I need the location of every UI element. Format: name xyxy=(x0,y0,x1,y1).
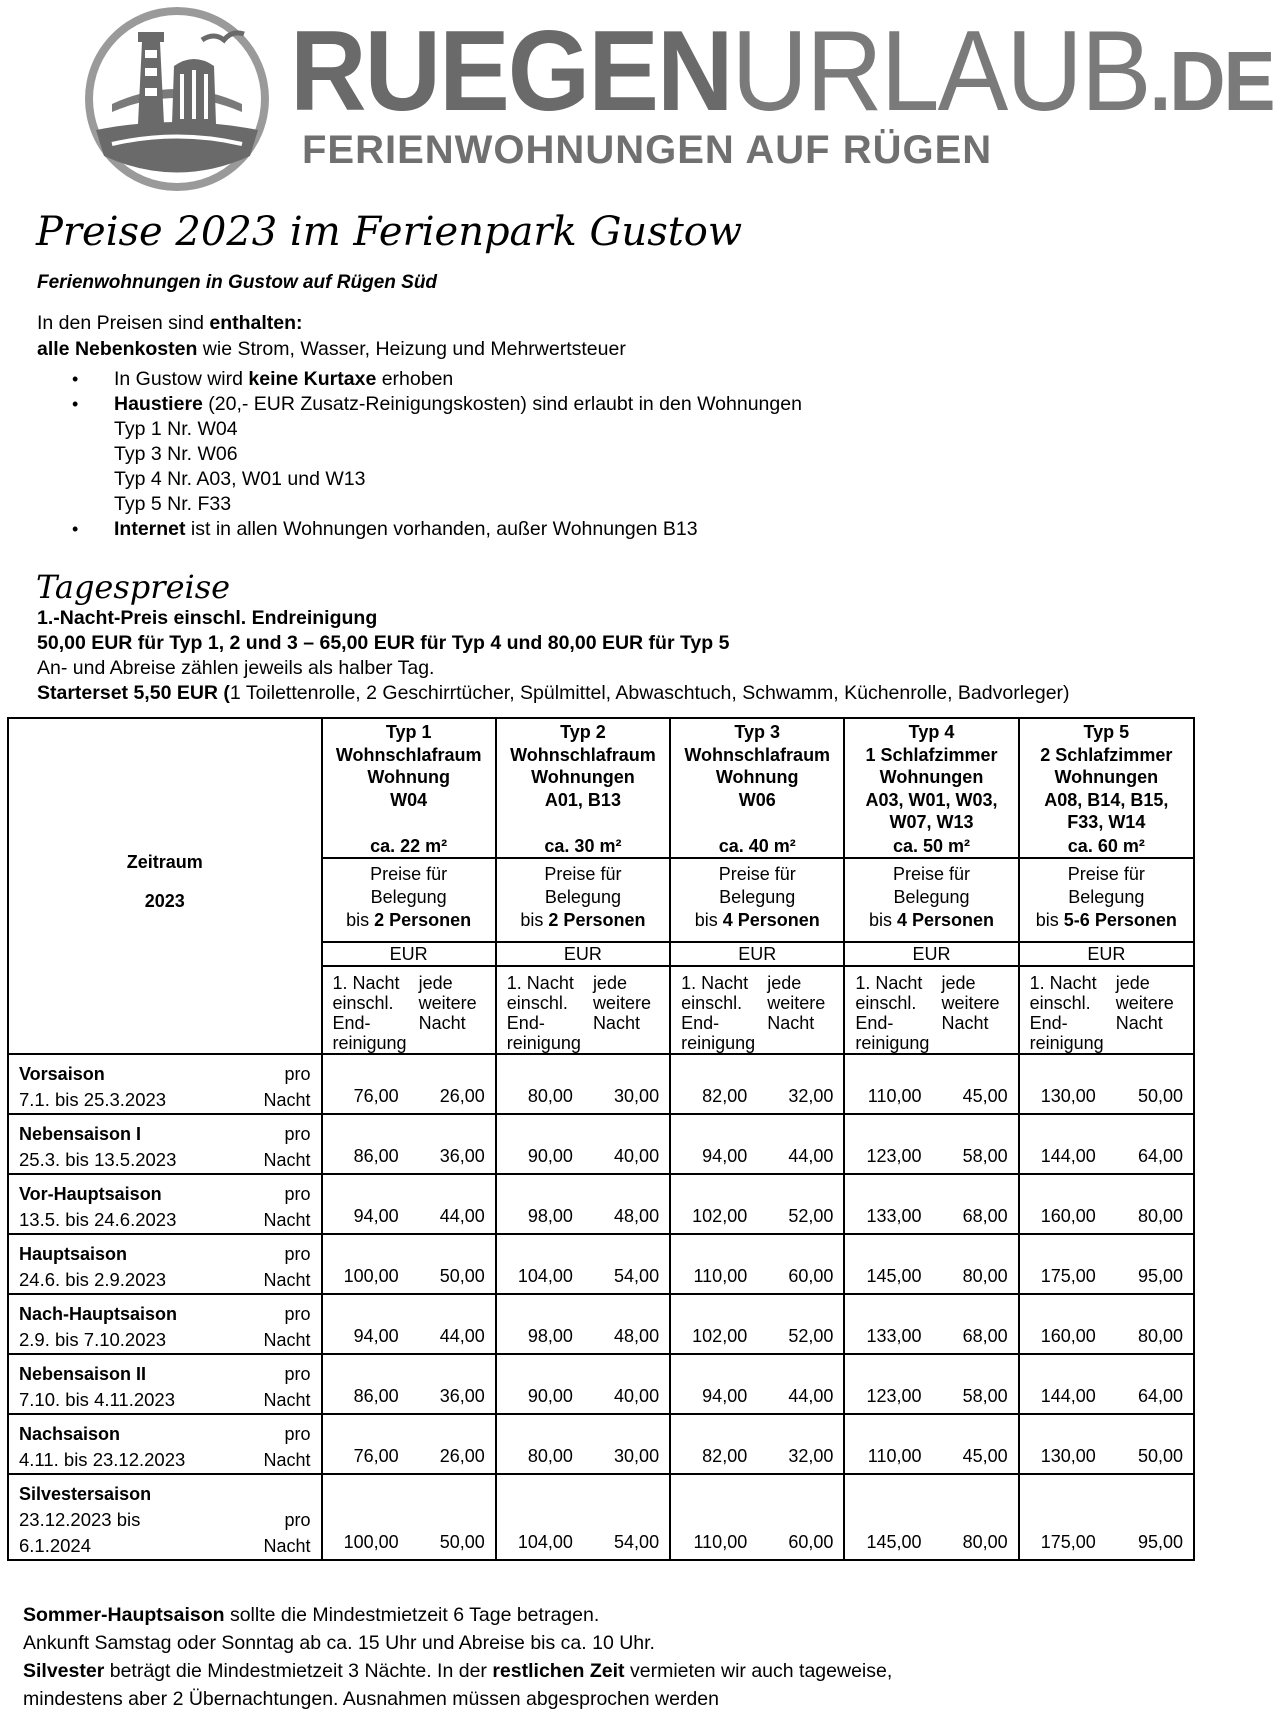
per-night-unit xyxy=(230,1174,321,1234)
type-header-line: Typ 2 xyxy=(560,722,606,742)
first-night-line: reinigung xyxy=(855,1033,930,1053)
first-night-price: 94,00 xyxy=(322,1294,409,1354)
per-night-price: 40,00 xyxy=(583,1354,670,1414)
first-night-price: 102,00 xyxy=(670,1294,757,1354)
type-header-line: F33, W14 xyxy=(1067,812,1146,832)
per-night-price: 54,00 xyxy=(583,1234,670,1294)
logo-wordmark: RUEGENURLAUB.DE xyxy=(290,7,1274,135)
occupancy-label: Preise für xyxy=(1067,864,1145,884)
first-night-price: 133,00 xyxy=(844,1294,931,1354)
logo-tagline: FERIENWOHNUNGEN AUF RÜGEN xyxy=(302,128,993,172)
included-costs: alle Nebenkosten wie Strom, Wasser, Heizung und Mehrwertsteuer xyxy=(37,338,626,360)
apartment-size: ca. 30 m² xyxy=(544,835,622,856)
per-night-price: 45,00 xyxy=(932,1414,1019,1474)
per-night-price: 50,00 xyxy=(409,1234,496,1294)
season-cell xyxy=(8,1174,230,1234)
first-night-line: End- xyxy=(332,1013,371,1033)
occupancy-label: Preise für xyxy=(370,864,448,884)
first-night-price: 110,00 xyxy=(844,1414,931,1474)
first-night-line: reinigung xyxy=(681,1033,756,1053)
per-night-line: jede xyxy=(592,973,627,993)
first-night-line: einschl. xyxy=(855,993,917,1013)
season-row xyxy=(8,1294,1194,1354)
first-night-price: 130,00 xyxy=(1019,1054,1106,1114)
first-night-price: 104,00 xyxy=(496,1234,583,1294)
per-night-price: 48,00 xyxy=(583,1174,670,1234)
first-night-header xyxy=(1019,966,1106,1054)
per-night-price: 36,00 xyxy=(409,1114,496,1174)
pet-type-line: Typ 3 Nr. W06 xyxy=(114,443,238,465)
first-night-price: 82,00 xyxy=(670,1414,757,1474)
first-night-price: 145,00 xyxy=(844,1474,931,1560)
type-header-line: Wohnungen xyxy=(531,767,635,787)
first-night-price: 102,00 xyxy=(670,1174,757,1234)
season-dates: 23.12.2023 bis xyxy=(19,1509,141,1530)
per-night-price: 45,00 xyxy=(932,1054,1019,1114)
first-night-header xyxy=(670,966,757,1054)
per-night-price: 50,00 xyxy=(409,1474,496,1560)
type-header-line: W04 xyxy=(390,789,428,810)
occupancy-persons xyxy=(497,909,669,932)
per-night-price: 58,00 xyxy=(932,1354,1019,1414)
season-cell xyxy=(8,1054,230,1114)
occupancy-bis: bis xyxy=(694,910,723,930)
footer-line: Ankunft Samstag oder Sonntag ab ca. 15 Uhr und Abreise bis ca. 10 Uhr. xyxy=(23,1632,655,1654)
occupancy-label: Preise für xyxy=(718,864,796,884)
per-night-line: weitere xyxy=(418,993,477,1013)
season-cell xyxy=(8,1474,230,1560)
occupancy-bis: bis xyxy=(520,910,549,930)
type-header-line: Wohnschlafraum xyxy=(684,744,831,765)
first-night-line: 1. Nacht xyxy=(1029,973,1097,993)
first-night-price: 80,00 xyxy=(496,1054,583,1114)
occupancy-persons xyxy=(845,909,1017,932)
first-night-line: 1. Nacht xyxy=(681,973,749,993)
first-night-line: einschl. xyxy=(1029,993,1091,1013)
per-night-price: 44,00 xyxy=(757,1114,844,1174)
first-night-line: End- xyxy=(1029,1013,1068,1033)
per-night-price: 68,00 xyxy=(932,1294,1019,1354)
per-night-line: jede xyxy=(941,973,976,993)
occupancy-count: 5-6 Personen xyxy=(1063,910,1177,930)
type-header-line: Typ 1 xyxy=(385,722,432,742)
occupancy-persons xyxy=(671,909,843,932)
first-night-price: 110,00 xyxy=(844,1054,931,1114)
occupancy-label: Belegung xyxy=(1068,887,1145,907)
season-dates: 25.3. bis 13.5.2023 xyxy=(19,1149,177,1170)
season-name: Nach-Hauptsaison xyxy=(19,1304,178,1324)
header-row-types xyxy=(8,718,1194,858)
per-night-price: 80,00 xyxy=(1106,1294,1194,1354)
occupancy-label: Belegung xyxy=(719,887,796,907)
first-night-line: reinigung xyxy=(332,1033,407,1053)
occupancy-label: Preise für xyxy=(892,864,971,884)
type-header-line: Wohnschlafraum xyxy=(335,744,482,765)
tagespreise-heading: Tagespreise xyxy=(36,568,231,606)
list-item: • Internet ist in allen Wohnungen vorhanden, außer Wohnungen B13 xyxy=(72,517,802,542)
per-night-line: jede xyxy=(767,973,802,993)
pro-label: pro xyxy=(284,1244,311,1264)
first-night-price: 98,00 xyxy=(496,1174,583,1234)
pro-label: pro xyxy=(284,1364,311,1384)
occupancy-count: 4 Personen xyxy=(896,910,995,930)
per-night-price: 44,00 xyxy=(757,1354,844,1414)
per-night-header xyxy=(932,966,1019,1054)
apartment-size: ca. 22 m² xyxy=(370,835,448,856)
occupancy-count: 2 Personen xyxy=(374,910,472,930)
season-dates: 7.1. bis 25.3.2023 xyxy=(19,1089,167,1110)
season-dates: 4.11. bis 23.12.2023 xyxy=(19,1449,186,1470)
first-night-price: 80,00 xyxy=(496,1414,583,1474)
per-night-price: 68,00 xyxy=(932,1174,1019,1234)
list-item: • Haustiere (20,- EUR Zusatz-Reinigungskosten) sind erlaubt in den Wohnungen xyxy=(72,392,802,417)
type-header-3 xyxy=(670,718,844,858)
first-night-line: End- xyxy=(681,1013,720,1033)
type-header-line: Typ 5 xyxy=(1083,722,1130,742)
first-night-price: 100,00 xyxy=(322,1474,409,1560)
occupancy-label: Belegung xyxy=(544,887,621,907)
currency-label: EUR xyxy=(496,942,670,966)
season-name: Vorsaison xyxy=(19,1064,105,1084)
per-night-price: 80,00 xyxy=(932,1474,1019,1560)
first-night-price: 90,00 xyxy=(496,1114,583,1174)
per-night-line: Nacht xyxy=(941,1013,989,1033)
occupancy-count: 2 Personen xyxy=(548,910,646,930)
per-night-line: Nacht xyxy=(418,1013,466,1033)
per-night-price: 32,00 xyxy=(757,1414,844,1474)
season-name: Nebensaison I xyxy=(19,1124,142,1144)
per-night-unit xyxy=(230,1114,321,1174)
season-dates: 24.6. bis 2.9.2023 xyxy=(19,1269,167,1290)
per-night-price: 44,00 xyxy=(409,1174,496,1234)
zeitraum-label: Zeitraum xyxy=(126,852,203,872)
season-name: Hauptsaison xyxy=(19,1244,128,1264)
nacht-label: Nacht xyxy=(263,1090,311,1110)
per-night-unit xyxy=(230,1354,321,1414)
first-night-price: 160,00 xyxy=(1019,1294,1106,1354)
first-night-header xyxy=(322,966,409,1054)
nacht-label: Nacht xyxy=(263,1270,311,1290)
ruegenurlaub-logo xyxy=(52,0,1274,200)
nacht-label: Nacht xyxy=(263,1150,311,1170)
season-dates: 13.5. bis 24.6.2023 xyxy=(19,1209,177,1230)
per-night-price: 95,00 xyxy=(1106,1234,1194,1294)
first-night-line: einschl. xyxy=(506,993,568,1013)
per-night-price: 52,00 xyxy=(757,1294,844,1354)
starterset-line: Starterset 5,50 EUR (1 Toilettenrolle, 2 Geschirrtücher, Spülmittel, Abwaschtuch, Schwamm, Küchenrolle, Badvorleger) xyxy=(37,682,1070,704)
first-night-line: einschl. xyxy=(332,993,394,1013)
per-night-price: 54,00 xyxy=(583,1474,670,1560)
per-night-header xyxy=(757,966,844,1054)
first-night-line: End- xyxy=(855,1013,894,1033)
occupancy-persons xyxy=(1020,909,1193,932)
first-night-price: 86,00 xyxy=(322,1114,409,1174)
first-night-price: 94,00 xyxy=(670,1354,757,1414)
currency-label: EUR xyxy=(1019,942,1194,966)
pro-label: pro xyxy=(284,1064,311,1084)
footer-line: mindestens aber 2 Übernachtungen. Ausnahmen müssen abgesprochen werden xyxy=(23,1688,719,1710)
occupancy-count: 4 Personen xyxy=(722,910,820,930)
per-night-line: jede xyxy=(1115,973,1150,993)
apartment-size: ca. 40 m² xyxy=(718,835,796,856)
first-night-price: 94,00 xyxy=(670,1114,757,1174)
per-night-unit xyxy=(230,1294,321,1354)
first-night-price: 144,00 xyxy=(1019,1354,1106,1414)
first-night-price: 90,00 xyxy=(496,1354,583,1414)
type-header-line: A01, B13 xyxy=(544,789,621,810)
season-cell xyxy=(8,1294,230,1354)
per-night-header xyxy=(583,966,670,1054)
per-night-unit xyxy=(230,1054,321,1114)
included-list xyxy=(72,367,802,542)
type-header-line: A03, W01, W03, xyxy=(865,789,998,810)
first-night-line: reinigung xyxy=(506,1033,581,1053)
per-night-price: 60,00 xyxy=(757,1474,844,1560)
per-night-price: 64,00 xyxy=(1106,1354,1194,1414)
type-header-line: 1 Schlafzimmer xyxy=(865,744,998,765)
type-header-line: Wohnungen xyxy=(879,767,984,787)
type-header-line: Wohnung xyxy=(715,767,799,787)
per-night-line: jede xyxy=(418,973,453,993)
first-night-price: 86,00 xyxy=(322,1354,409,1414)
nacht-label: Nacht xyxy=(263,1536,311,1556)
first-night-price: 98,00 xyxy=(496,1294,583,1354)
season-dates: 6.1.2024 xyxy=(19,1535,92,1556)
per-night-price: 30,00 xyxy=(583,1054,670,1114)
first-night-price: 100,00 xyxy=(322,1234,409,1294)
season-dates: 7.10. bis 4.11.2023 xyxy=(19,1389,176,1410)
nacht-label: Nacht xyxy=(263,1450,311,1470)
first-night-header xyxy=(496,966,583,1054)
pet-type-line: Typ 1 Nr. W04 xyxy=(114,418,238,440)
season-row xyxy=(8,1234,1194,1294)
per-night-price: 48,00 xyxy=(583,1294,670,1354)
season-name: Vor-Hauptsaison xyxy=(19,1184,162,1204)
per-night-price: 26,00 xyxy=(409,1414,496,1474)
season-row xyxy=(8,1354,1194,1414)
per-night-line: Nacht xyxy=(1115,1013,1163,1033)
season-name: Nachsaison xyxy=(19,1424,121,1444)
included-intro: In den Preisen sind enthalten: xyxy=(37,312,303,334)
season-cell xyxy=(8,1234,230,1294)
first-night-price: 123,00 xyxy=(844,1354,931,1414)
first-night-price: 76,00 xyxy=(322,1054,409,1114)
currency-label: EUR xyxy=(322,942,496,966)
occupancy-header xyxy=(670,858,844,942)
per-night-line: weitere xyxy=(941,993,1000,1013)
currency-label: EUR xyxy=(844,942,1018,966)
per-night-price: 58,00 xyxy=(932,1114,1019,1174)
first-night-line: reinigung xyxy=(1029,1033,1104,1053)
first-night-price: 175,00 xyxy=(1019,1474,1106,1560)
season-row xyxy=(8,1414,1194,1474)
first-night-line: einschl. xyxy=(681,993,743,1013)
first-night-price: 104,00 xyxy=(496,1474,583,1560)
per-night-price: 50,00 xyxy=(1106,1414,1194,1474)
page-subtitle: Ferienwohnungen in Gustow auf Rügen Süd xyxy=(37,272,438,293)
pro-label: pro xyxy=(284,1424,311,1444)
per-night-unit xyxy=(230,1474,321,1560)
season-cell xyxy=(8,1414,230,1474)
type-header-line: A08, B14, B15, xyxy=(1044,789,1169,810)
occupancy-header xyxy=(496,858,670,942)
price-table xyxy=(7,717,1195,1561)
type-header-4 xyxy=(844,718,1018,858)
occupancy-label: Belegung xyxy=(893,887,970,907)
per-night-header xyxy=(409,966,496,1054)
first-night-price: 76,00 xyxy=(322,1414,409,1474)
first-night-price: 175,00 xyxy=(1019,1234,1106,1294)
per-night-price: 40,00 xyxy=(583,1114,670,1174)
first-night-price: 145,00 xyxy=(844,1234,931,1294)
per-night-price: 52,00 xyxy=(757,1174,844,1234)
season-row xyxy=(8,1114,1194,1174)
per-night-price: 64,00 xyxy=(1106,1114,1194,1174)
first-night-price: 130,00 xyxy=(1019,1414,1106,1474)
occupancy-persons xyxy=(323,909,495,932)
list-item: • In Gustow wird keine Kurtaxe erhoben xyxy=(72,367,802,392)
apartment-size: ca. 50 m² xyxy=(892,835,971,856)
occupancy-bis: bis xyxy=(346,910,375,930)
nacht-label: Nacht xyxy=(263,1390,311,1410)
first-night-price: 133,00 xyxy=(844,1174,931,1234)
per-night-price: 50,00 xyxy=(1106,1054,1194,1114)
first-night-price: 110,00 xyxy=(670,1474,757,1560)
type-header-2 xyxy=(496,718,670,858)
per-night-line: weitere xyxy=(1115,993,1174,1013)
first-night-price: 110,00 xyxy=(670,1234,757,1294)
season-name: Silvestersaison xyxy=(19,1484,152,1504)
zeitraum-year: 2023 xyxy=(144,891,185,911)
tagespreise-line: 1.-Nacht-Preis einschl. Endreinigung xyxy=(37,607,378,629)
season-row xyxy=(8,1474,1194,1560)
footer-line: Silvester beträgt die Mindestmietzeit 3 Nächte. In der restlichen Zeit vermieten wir auch tageweise, xyxy=(23,1660,893,1682)
occupancy-bis: bis xyxy=(868,910,897,930)
first-night-price: 160,00 xyxy=(1019,1174,1106,1234)
first-night-price: 82,00 xyxy=(670,1054,757,1114)
occupancy-bis: bis xyxy=(1035,910,1064,930)
first-night-price: 123,00 xyxy=(844,1114,931,1174)
per-night-unit xyxy=(230,1414,321,1474)
per-night-line: weitere xyxy=(767,993,826,1013)
pro-label: pro xyxy=(284,1510,311,1530)
season-dates: 2.9. bis 7.10.2023 xyxy=(19,1329,167,1350)
per-night-price: 44,00 xyxy=(409,1294,496,1354)
type-header-line: Typ 4 xyxy=(908,722,955,742)
first-night-line: 1. Nacht xyxy=(855,973,923,993)
type-header-5 xyxy=(1019,718,1194,858)
season-row xyxy=(8,1174,1194,1234)
nacht-label: Nacht xyxy=(263,1210,311,1230)
tagespreise-line: 50,00 EUR für Typ 1, 2 und 3 – 65,00 EUR für Typ 4 und 80,00 EUR für Typ 5 xyxy=(37,632,730,654)
occupancy-label: Preise für xyxy=(544,864,622,884)
per-night-price: 26,00 xyxy=(409,1054,496,1114)
season-cell xyxy=(8,1354,230,1414)
type-header-line: Wohnung xyxy=(367,767,450,787)
type-header-1 xyxy=(322,718,496,858)
per-night-price: 60,00 xyxy=(757,1234,844,1294)
pet-type-line: Typ 5 Nr. F33 xyxy=(114,493,232,515)
nacht-label: Nacht xyxy=(263,1330,311,1350)
tagespreise-line: An- und Abreise zählen jeweils als halber Tag. xyxy=(37,657,435,679)
first-night-price: 94,00 xyxy=(322,1174,409,1234)
per-night-price: 30,00 xyxy=(583,1414,670,1474)
per-night-line: Nacht xyxy=(592,1013,640,1033)
first-night-line: 1. Nacht xyxy=(506,973,574,993)
season-name: Nebensaison II xyxy=(19,1364,147,1384)
type-header-line: 2 Schlafzimmer xyxy=(1040,744,1173,765)
per-night-price: 80,00 xyxy=(1106,1174,1194,1234)
per-night-price: 36,00 xyxy=(409,1354,496,1414)
season-cell xyxy=(8,1114,230,1174)
footer-notes xyxy=(23,1601,892,1713)
pro-label: pro xyxy=(284,1124,311,1144)
type-header-line: Wohnungen xyxy=(1054,767,1159,787)
pro-label: pro xyxy=(284,1184,311,1204)
per-night-price: 80,00 xyxy=(932,1234,1019,1294)
footer-line: Sommer-Hauptsaison sollte die Mindestmietzeit 6 Tage betragen. xyxy=(23,1604,600,1626)
first-night-header xyxy=(844,966,931,1054)
lighthouse-beach-chair-logo-icon xyxy=(82,4,272,194)
page-title: Preise 2023 im Ferienpark Gustow xyxy=(36,209,743,255)
zeitraum-header xyxy=(8,718,322,1054)
per-night-unit xyxy=(230,1234,321,1294)
per-night-price: 95,00 xyxy=(1106,1474,1194,1560)
type-header-line: Typ 3 xyxy=(734,722,781,742)
first-night-line: End- xyxy=(506,1013,545,1033)
per-night-price: 32,00 xyxy=(757,1054,844,1114)
occupancy-label: Belegung xyxy=(370,887,447,907)
pro-label: pro xyxy=(284,1304,311,1324)
first-night-line: 1. Nacht xyxy=(332,973,400,993)
per-night-line: Nacht xyxy=(767,1013,815,1033)
occupancy-header xyxy=(322,858,496,942)
currency-label: EUR xyxy=(670,942,844,966)
type-header-line: W06 xyxy=(738,789,776,810)
per-night-header xyxy=(1106,966,1194,1054)
apartment-size: ca. 60 m² xyxy=(1067,835,1145,856)
type-header-line: W07, W13 xyxy=(889,812,974,832)
type-header-line: Wohnschlafraum xyxy=(510,744,656,765)
season-row xyxy=(8,1054,1194,1114)
pet-type-line: Typ 4 Nr. A03, W01 und W13 xyxy=(114,468,366,490)
occupancy-header xyxy=(1019,858,1194,942)
occupancy-header xyxy=(844,858,1018,942)
per-night-line: weitere xyxy=(592,993,651,1013)
first-night-price: 144,00 xyxy=(1019,1114,1106,1174)
